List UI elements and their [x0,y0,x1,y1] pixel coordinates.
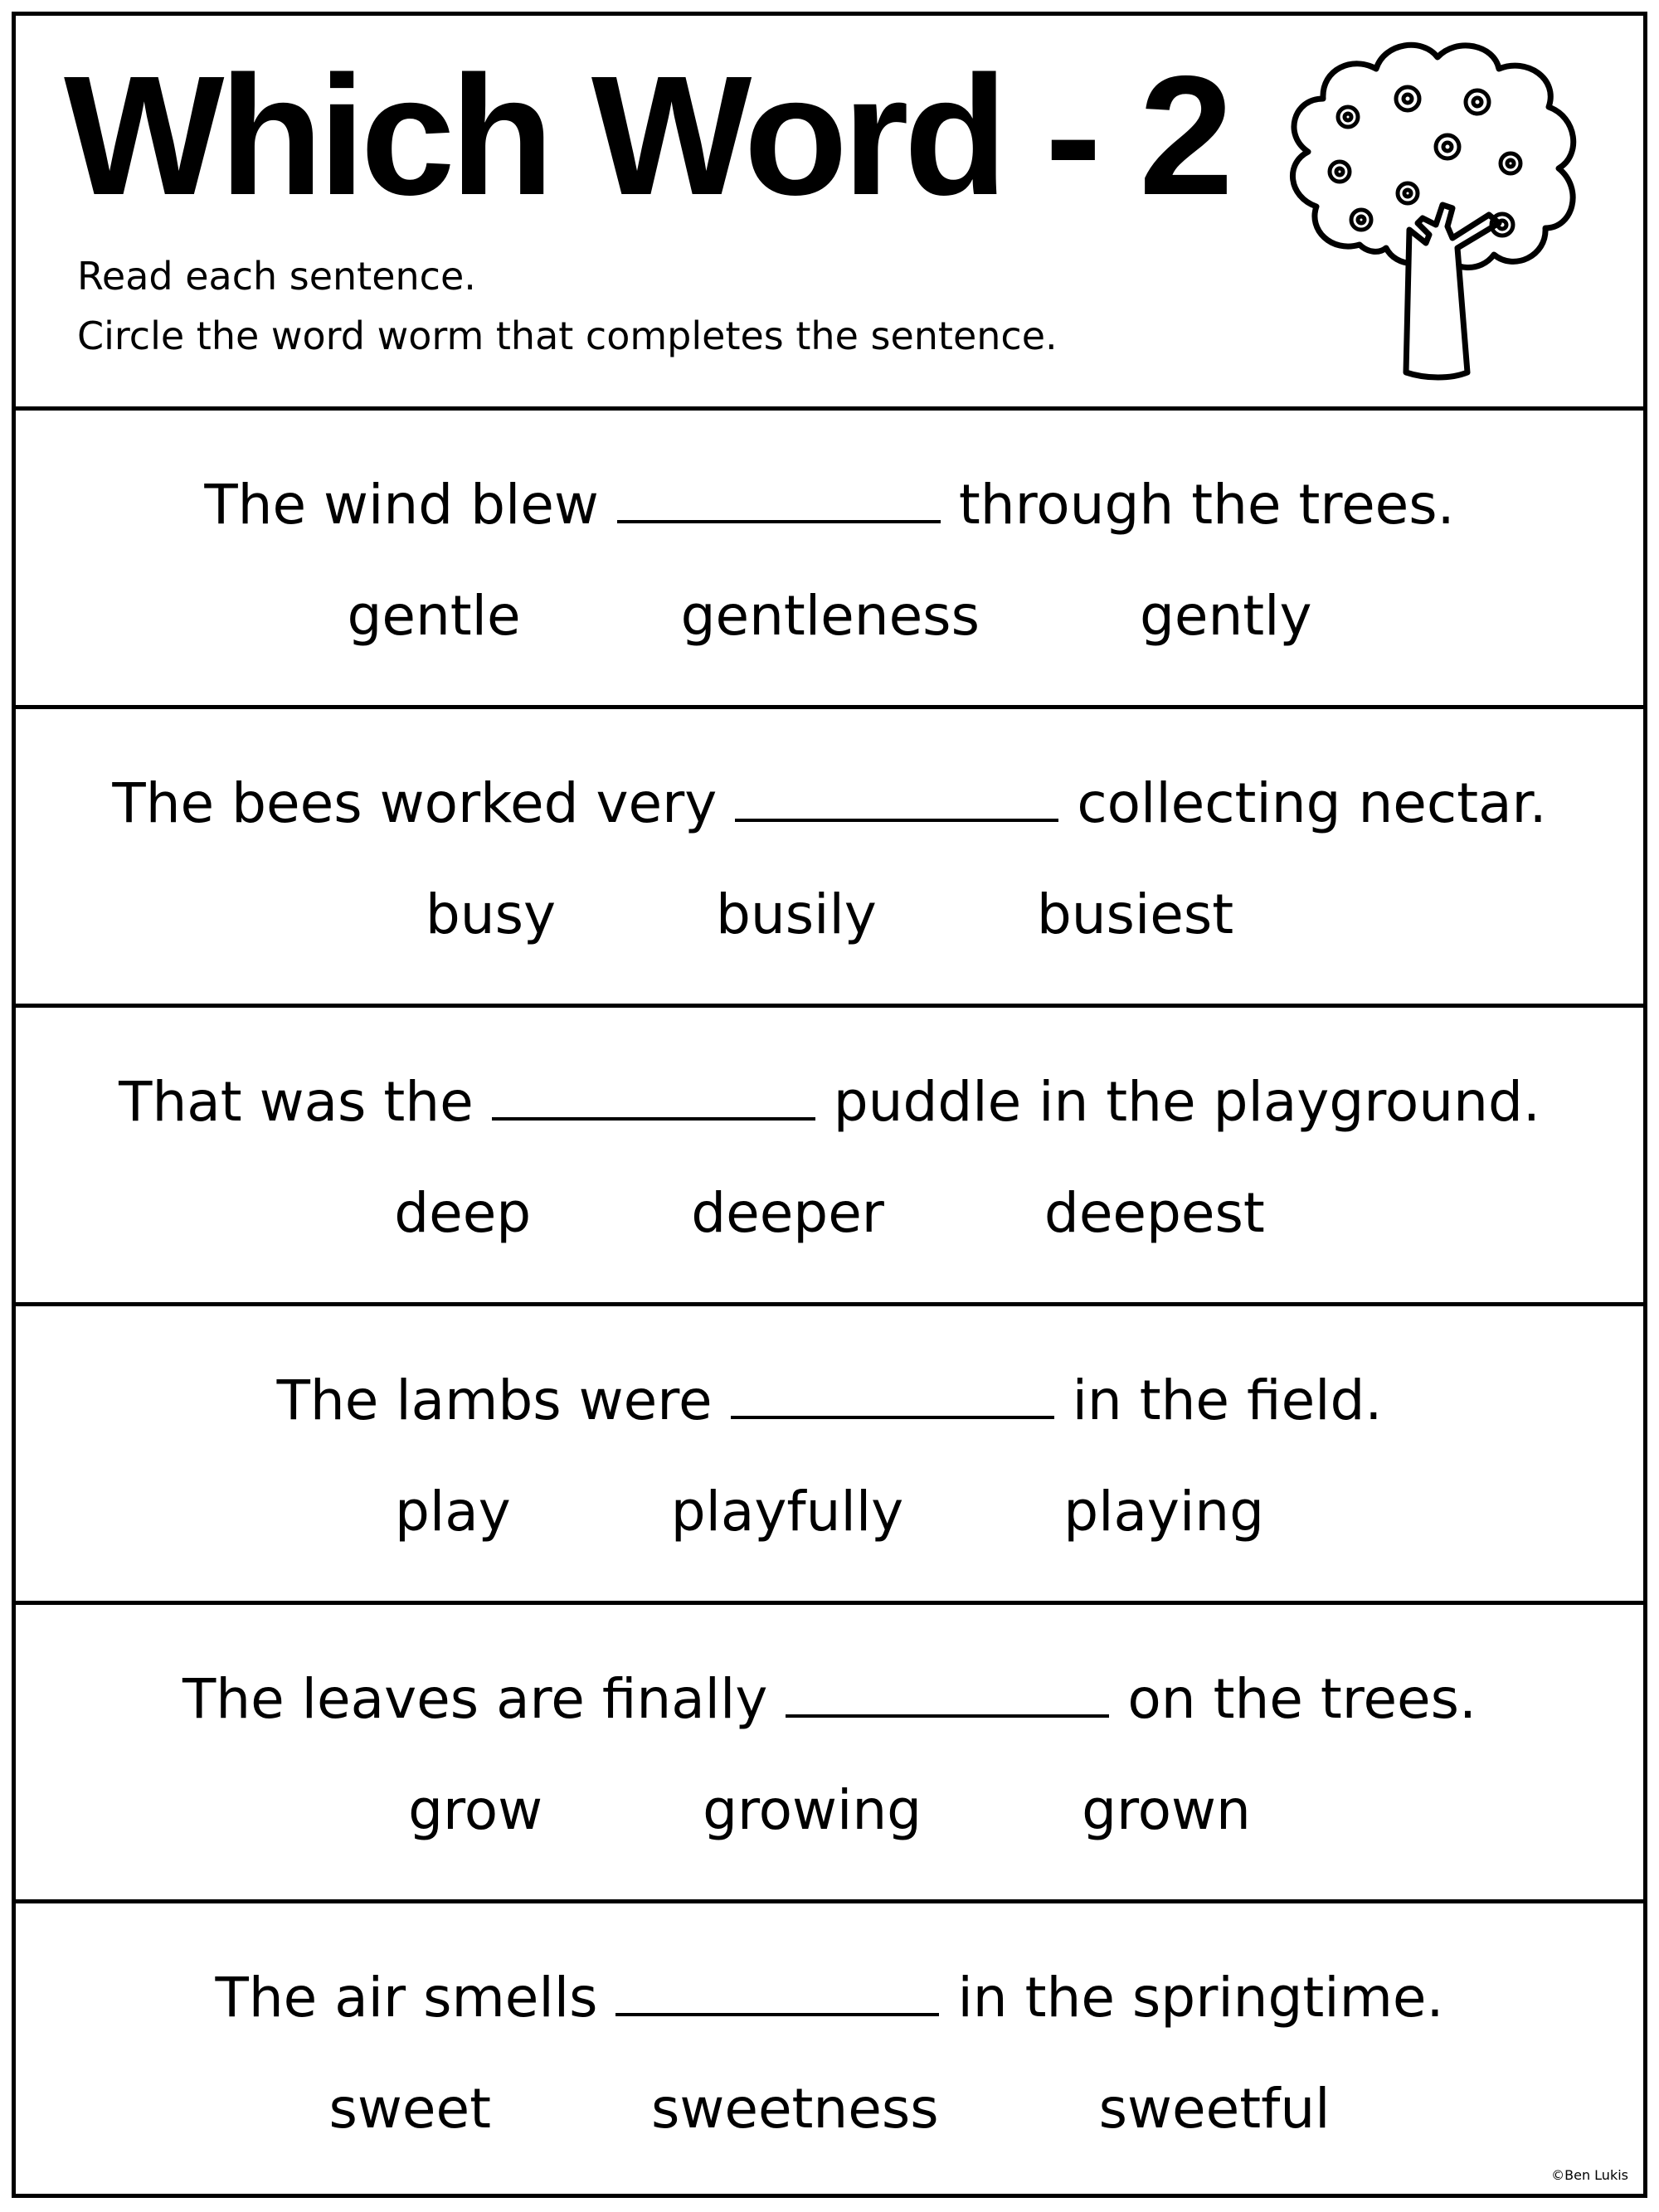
word-choices [16,1479,1643,1545]
word-choice[interactable]: gentle [347,584,521,648]
answer-blank [735,769,1058,822]
word-choice[interactable]: sweetness [650,2077,939,2141]
instruction-line-1: Read each sentence. [77,254,476,299]
word-choice[interactable]: sweetful [1098,2077,1331,2141]
word-choice[interactable]: busily [716,882,877,946]
word-choice[interactable]: gentleness [680,584,980,648]
question-sentence [16,1366,1643,1434]
question-row-6 [16,1903,1643,2202]
page-title: Which Word - 2 [64,41,1229,231]
worksheet-header [16,16,1643,411]
word-choice[interactable]: gently [1139,584,1312,648]
word-choice[interactable]: busiest [1036,882,1234,946]
answer-blank [492,1067,815,1121]
question-sentence [16,1067,1643,1135]
question-row-4 [16,1306,1643,1605]
answer-blank [615,1963,939,2016]
instruction-line-2: Circle the word worm that completes the sentence. [77,314,1058,358]
word-choice[interactable]: deep [394,1181,532,1245]
sentence-start: That was the [119,1070,474,1134]
word-choices [16,2076,1643,2142]
question-sentence [16,470,1643,538]
word-choice[interactable]: play [394,1480,511,1544]
sentence-end: puddle in the playground. [833,1070,1540,1134]
sentence-start: The bees worked very [112,771,718,835]
word-choice[interactable]: grown [1082,1778,1251,1842]
word-choice[interactable]: sweet [328,2077,491,2141]
answer-blank [786,1665,1109,1718]
sentence-end: collecting nectar. [1077,771,1547,835]
sentence-end: on the trees. [1127,1667,1477,1731]
sentence-end: through the trees. [958,473,1455,537]
word-choices [16,583,1643,649]
sentence-start: The lambs were [276,1369,713,1432]
question-sentence [16,1963,1643,2031]
word-choice[interactable]: playing [1063,1480,1265,1544]
copyright-notice: ©Ben Lukis [1551,2167,1628,2183]
worksheet [12,12,1647,2198]
question-row-2 [16,709,1643,1008]
word-choice[interactable]: playfully [670,1480,904,1544]
word-choice[interactable]: busy [425,882,557,946]
question-row-3 [16,1008,1643,1306]
word-choices [16,882,1643,948]
word-choices [16,1777,1643,1844]
question-row-5 [16,1605,1643,1903]
word-choice[interactable]: deepest [1044,1181,1265,1245]
sentence-start: The air smells [215,1966,598,2030]
word-choice[interactable]: growing [703,1778,922,1842]
word-choice[interactable]: deeper [691,1181,884,1245]
sentence-start: The wind blew [204,473,599,537]
word-choice[interactable]: grow [408,1778,543,1842]
instructions [77,246,1058,366]
answer-blank [731,1366,1054,1419]
sentence-start: The leaves are finally [182,1667,768,1731]
word-choices [16,1180,1643,1247]
answer-blank [617,470,941,523]
question-sentence [16,1665,1643,1733]
question-sentence [16,769,1643,837]
sentence-end: in the springtime. [957,1966,1444,2030]
tree-icon [1260,31,1592,404]
sentence-end: in the field. [1072,1369,1383,1432]
question-row-1 [16,411,1643,709]
